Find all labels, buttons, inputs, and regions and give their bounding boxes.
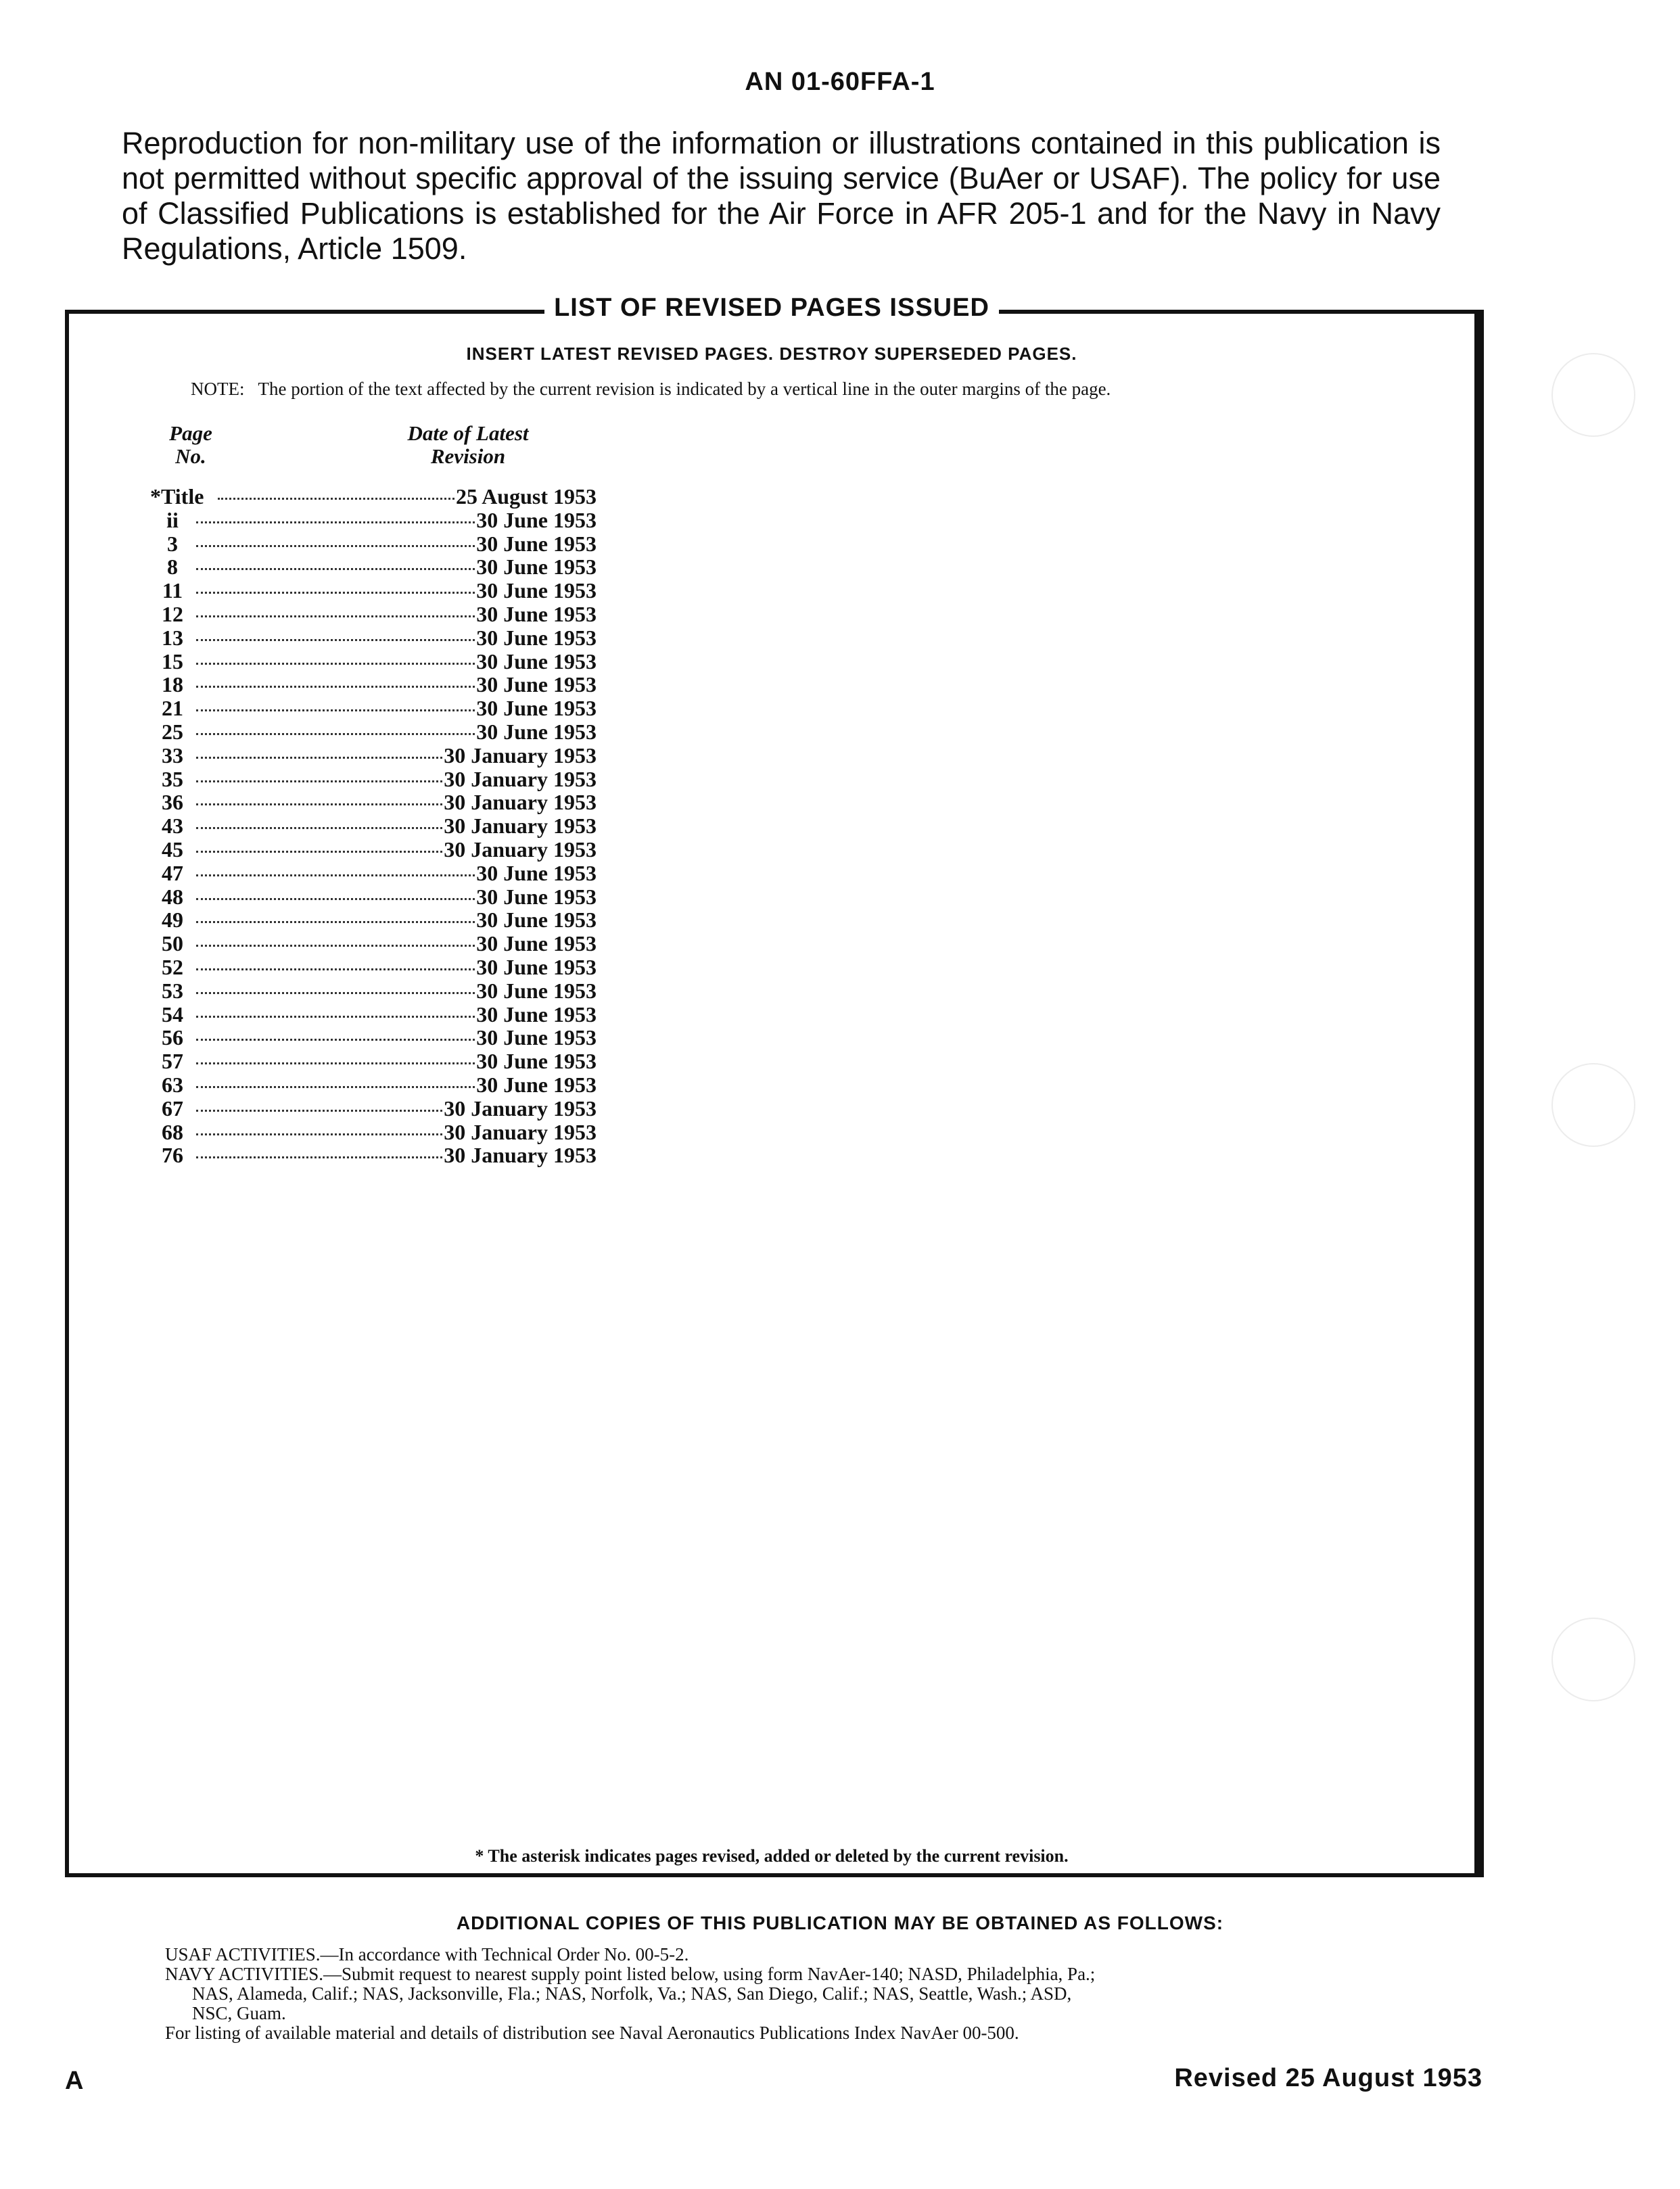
dot-leader: [196, 1133, 442, 1135]
revision-row: [150, 532, 597, 555]
revision-row: [150, 790, 597, 814]
dot-leader: [218, 498, 454, 500]
page-number: 11: [162, 578, 183, 603]
revision-row: [150, 1096, 597, 1120]
revision-row: [150, 1143, 597, 1167]
dot-leader: [196, 733, 475, 735]
revision-date: 30 January 1953: [444, 790, 597, 815]
revision-row: [150, 885, 597, 908]
revised-pages-title: LIST OF REVISED PAGES ISSUED: [544, 293, 999, 323]
navy-activities-cont-2: NSC, Guam.: [192, 2003, 286, 2023]
dot-leader: [196, 803, 442, 805]
revision-date: 30 January 1953: [444, 1096, 597, 1121]
page-number: 49: [162, 908, 183, 933]
revision-row: [150, 484, 597, 508]
page-number: 63: [162, 1072, 183, 1097]
revised-pages-instruction: INSERT LATEST REVISED PAGES. DESTROY SUPERSEDED PAGES.: [466, 344, 1077, 364]
revision-date: 30 June 1953: [476, 531, 597, 556]
reproduction-notice: Reproduction for non-military use of the information or illustrations contained in this publication is not permitted without specific approval of the issuing service (BuAer or USAF). The policy for use of Classified Publications is established for the Air Force in AFR 205-1 and for the Navy in Navy Regulations, Article 1509.: [122, 126, 1441, 266]
revision-row: [150, 672, 597, 696]
dot-leader: [196, 639, 475, 641]
page-number: 13: [162, 625, 183, 650]
dot-leader: [196, 968, 475, 970]
revision-date: 30 June 1953: [476, 931, 597, 956]
asterisk-footnote: * The asterisk indicates pages revised, added or deleted by the current revision.: [475, 1846, 1069, 1866]
revision-date: 30 June 1953: [476, 908, 597, 933]
page-number: *Title: [150, 484, 204, 509]
document-number: AN 01-60FFA-1: [745, 68, 935, 96]
dot-leader: [196, 592, 475, 594]
page-number: 57: [162, 1049, 183, 1074]
dot-leader: [196, 780, 442, 782]
dot-leader: [196, 545, 475, 547]
revision-date: 30 June 1953: [476, 978, 597, 1003]
punch-hole: [1551, 1618, 1635, 1701]
column-header-date: Date of Latest Revision: [407, 421, 529, 468]
additional-copies-title: ADDITIONAL COPIES OF THIS PUBLICATION MAY BE OBTAINED AS FOLLOWS:: [456, 1912, 1224, 1933]
revision-row: [150, 555, 597, 578]
page-number: ii: [166, 507, 179, 532]
page-number: 68: [162, 1119, 183, 1144]
page-number: 50: [162, 931, 183, 956]
revision-date: 30 June 1953: [476, 601, 597, 626]
page-number: 47: [162, 860, 183, 885]
revision-date: 30 January 1953: [444, 814, 597, 839]
revision-row: [150, 814, 597, 837]
page-number: 33: [162, 743, 183, 768]
revision-date: 30 June 1953: [476, 1025, 597, 1050]
dot-leader: [196, 1110, 442, 1112]
dot-leader: [196, 898, 475, 900]
dot-leader: [196, 686, 475, 688]
page-number: 36: [162, 790, 183, 815]
note-label: NOTE:: [191, 379, 245, 399]
revision-date: 25 August 1953: [455, 484, 597, 509]
column-header-page: Page No.: [169, 421, 212, 468]
page-number: 8: [167, 555, 178, 580]
dot-leader: [196, 1062, 475, 1064]
dot-leader: [196, 568, 475, 570]
revision-row: [150, 1073, 597, 1096]
revision-date: 30 January 1953: [444, 743, 597, 768]
dot-leader: [196, 663, 475, 665]
revision-row: [150, 602, 597, 626]
page-number: 43: [162, 814, 183, 839]
dot-leader: [196, 1086, 475, 1088]
dot-leader: [196, 827, 442, 829]
revision-note: [191, 379, 1111, 400]
dot-leader: [196, 921, 475, 923]
dot-leader: [196, 874, 475, 876]
revision-date: 30 June 1953: [476, 860, 597, 885]
dot-leader: [196, 945, 475, 947]
revision-date: 30 June 1953: [476, 507, 597, 532]
punch-hole: [1551, 1063, 1635, 1147]
revision-row: [150, 767, 597, 791]
revision-date: 30 January 1953: [444, 837, 597, 862]
revision-row: [150, 696, 597, 720]
revision-row: [150, 743, 597, 767]
navy-activities: NAVY ACTIVITIES.—Submit request to nearest supply point listed below, using form NavAer-140; NASD, Philadelphia, Pa.;: [165, 1964, 1096, 1984]
navy-activities-cont-1: NAS, Alameda, Calif.; NAS, Jacksonville, Fla.; NAS, Norfolk, Va.; NAS, San Diego, Calif.; NAS, Seattle, Wash.; ASD,: [192, 1983, 1072, 2004]
dot-leader: [196, 851, 442, 853]
revision-date: 30 June 1953: [476, 696, 597, 721]
distribution-listing: For listing of available material and details of distribution see Naval Aeronautics Publications Index NavAer 00-500.: [165, 2023, 1019, 2043]
page-number: 54: [162, 1002, 183, 1027]
revision-row: [150, 1049, 597, 1073]
revision-row: [150, 837, 597, 861]
revision-date: 30 June 1953: [476, 1049, 597, 1074]
page-number: 45: [162, 837, 183, 862]
page-letter: A: [65, 2067, 84, 2095]
revision-row: [150, 508, 597, 532]
page-number: 12: [162, 601, 183, 626]
revision-row: [150, 979, 597, 1002]
revision-date: 30 January 1953: [444, 766, 597, 791]
punch-hole: [1551, 353, 1635, 437]
revision-date: 30 June 1953: [476, 1002, 597, 1027]
revision-row: [150, 1120, 597, 1144]
revision-date: 30 June 1953: [476, 1072, 597, 1097]
revised-pages-list: [150, 484, 597, 1167]
page-number: 56: [162, 1025, 183, 1050]
revision-row: [150, 626, 597, 649]
revision-row: [150, 649, 597, 673]
revision-row: [150, 578, 597, 602]
revision-date: 30 January 1953: [444, 1119, 597, 1144]
dot-leader: [196, 709, 475, 711]
revision-date: 30 June 1953: [476, 884, 597, 909]
revision-row: [150, 908, 597, 931]
page-number: 3: [167, 531, 178, 556]
page-number: 21: [162, 696, 183, 721]
page-number: 76: [162, 1143, 183, 1168]
note-text: The portion of the text affected by the current revision is indicated by a vertical line in the outer margins of the page.: [258, 379, 1111, 399]
revision-date: 30 June 1953: [476, 954, 597, 979]
dot-leader: [196, 615, 475, 617]
page-number: 48: [162, 884, 183, 909]
page-number: 35: [162, 766, 183, 791]
revision-date: 30 June 1953: [476, 719, 597, 744]
dot-leader: [196, 1039, 475, 1041]
dot-leader: [196, 1016, 475, 1018]
revision-row: [150, 1002, 597, 1026]
revision-date: 30 June 1953: [476, 672, 597, 697]
dot-leader: [196, 757, 442, 759]
dot-leader: [196, 992, 475, 994]
revision-date: 30 June 1953: [476, 578, 597, 603]
page-number: 15: [162, 649, 183, 674]
revised-date: Revised 25 August 1953: [1174, 2064, 1483, 2092]
usaf-activities: USAF ACTIVITIES.—In accordance with Technical Order No. 00-5-2.: [165, 1944, 689, 1964]
revision-row: [150, 720, 597, 743]
revision-row: [150, 861, 597, 885]
revision-row: [150, 955, 597, 979]
revised-pages-box: [65, 293, 1484, 1877]
revision-row: [150, 931, 597, 955]
page-number: 18: [162, 672, 183, 697]
revision-date: 30 June 1953: [476, 555, 597, 580]
revision-date: 30 June 1953: [476, 649, 597, 674]
page-number: 52: [162, 954, 183, 979]
dot-leader: [196, 1156, 442, 1158]
revision-row: [150, 1025, 597, 1049]
page-number: 53: [162, 978, 183, 1003]
revision-date: 30 June 1953: [476, 625, 597, 650]
page-number: 67: [162, 1096, 183, 1121]
additional-copies-body: [165, 1945, 1382, 2043]
dot-leader: [196, 521, 475, 523]
revision-date: 30 January 1953: [444, 1143, 597, 1168]
page-number: 25: [162, 719, 183, 744]
